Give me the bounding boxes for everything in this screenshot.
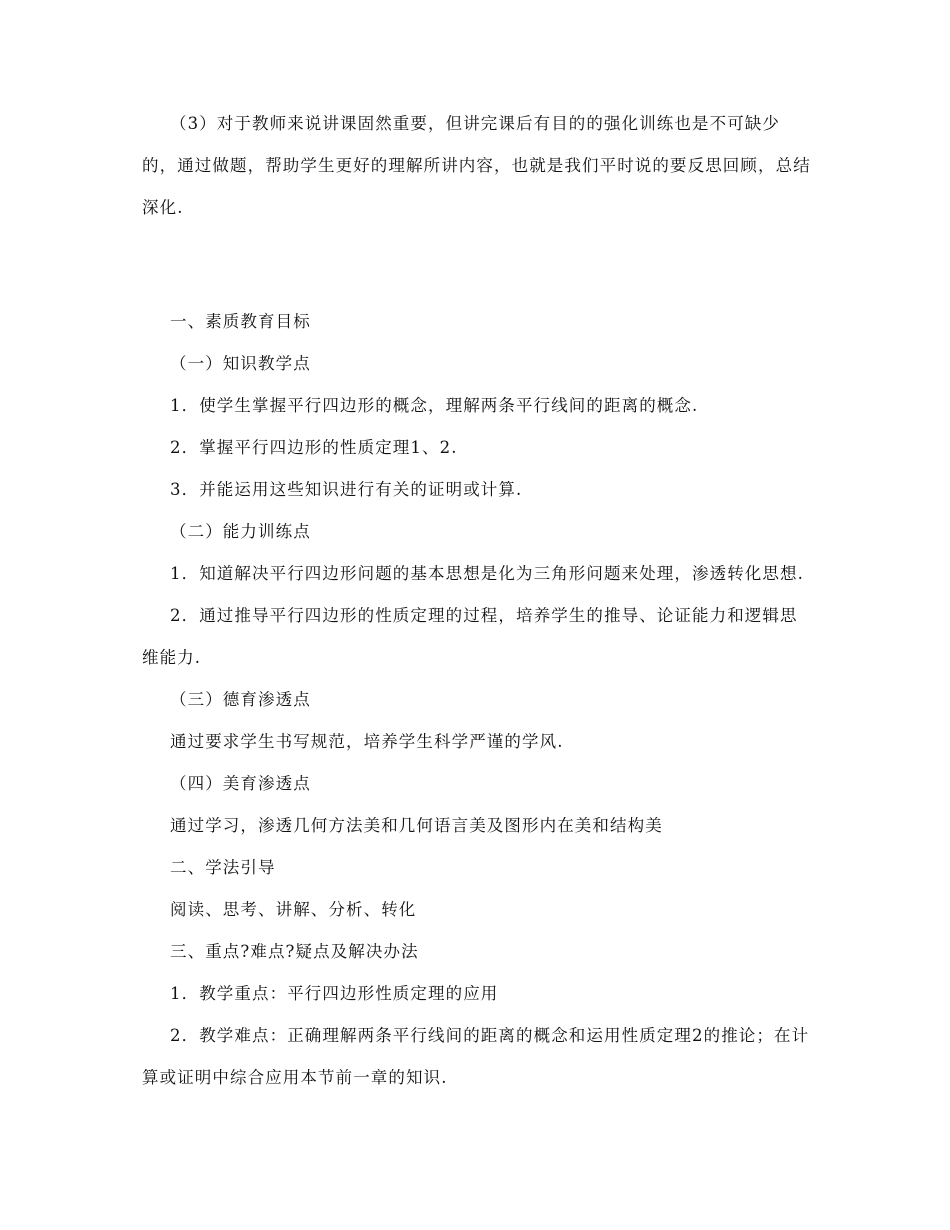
moral-education-text: 通过要求学生书写规范，培养学生科学严谨的学风. (170, 732, 564, 751)
knowledge-item-2: 2．掌握平行四边形的性质定理1、2. (170, 438, 458, 457)
knowledge-item-1: 1．使学生掌握平行四边形的概念，理解两条平行线间的距离的概念. (170, 396, 699, 415)
teaching-key-point: 1．教学重点：平行四边形性质定理的应用 (170, 984, 499, 1003)
heading-quality-education-goals: 一、素质教育目标 (170, 312, 311, 331)
heading-key-difficult-points: 三、重点?难点?疑点及解决办法 (170, 942, 419, 961)
study-guidance-text: 阅读、思考、讲解、分析、转化 (170, 900, 417, 919)
subheading-moral-education: （三）德育渗透点 (170, 690, 311, 709)
knowledge-item-3: 3．并能运用这些知识进行有关的证明或计算. (170, 480, 523, 499)
ability-item-2: 2．通过推导平行四边形的性质定理的过程，培养学生的推导、论证能力和逻辑思维能力. (142, 606, 798, 667)
document-body (142, 103, 814, 1099)
teaching-difficult-point: 2．教学难点：正确理解两条平行线间的距离的概念和运用性质定理2的推论；在计算或证明中综合应用本节前一章的知识. (142, 1026, 810, 1087)
subheading-aesthetic-education: （四）美育渗透点 (170, 774, 311, 793)
heading-study-guidance: 二、学法引导 (170, 858, 276, 877)
paragraph-reflection: （3）对于教师来说讲课固然重要，但讲完课后有目的的强化训练也是不可缺少的，通过做题，帮助学生更好的理解所讲内容，也就是我们平时说的要反思回顾，总结深化. (142, 114, 811, 217)
subheading-knowledge-points: （一）知识教学点 (170, 354, 311, 373)
ability-item-1: 1．知道解决平行四边形问题的基本思想是化为三角形问题来处理，渗透转化思想. (170, 564, 804, 583)
paragraph-gap (142, 229, 814, 301)
aesthetic-education-text: 通过学习，渗透几何方法美和几何语言美及图形内在美和结构美 (170, 816, 663, 835)
subheading-ability-training: （二）能力训练点 (170, 522, 311, 541)
